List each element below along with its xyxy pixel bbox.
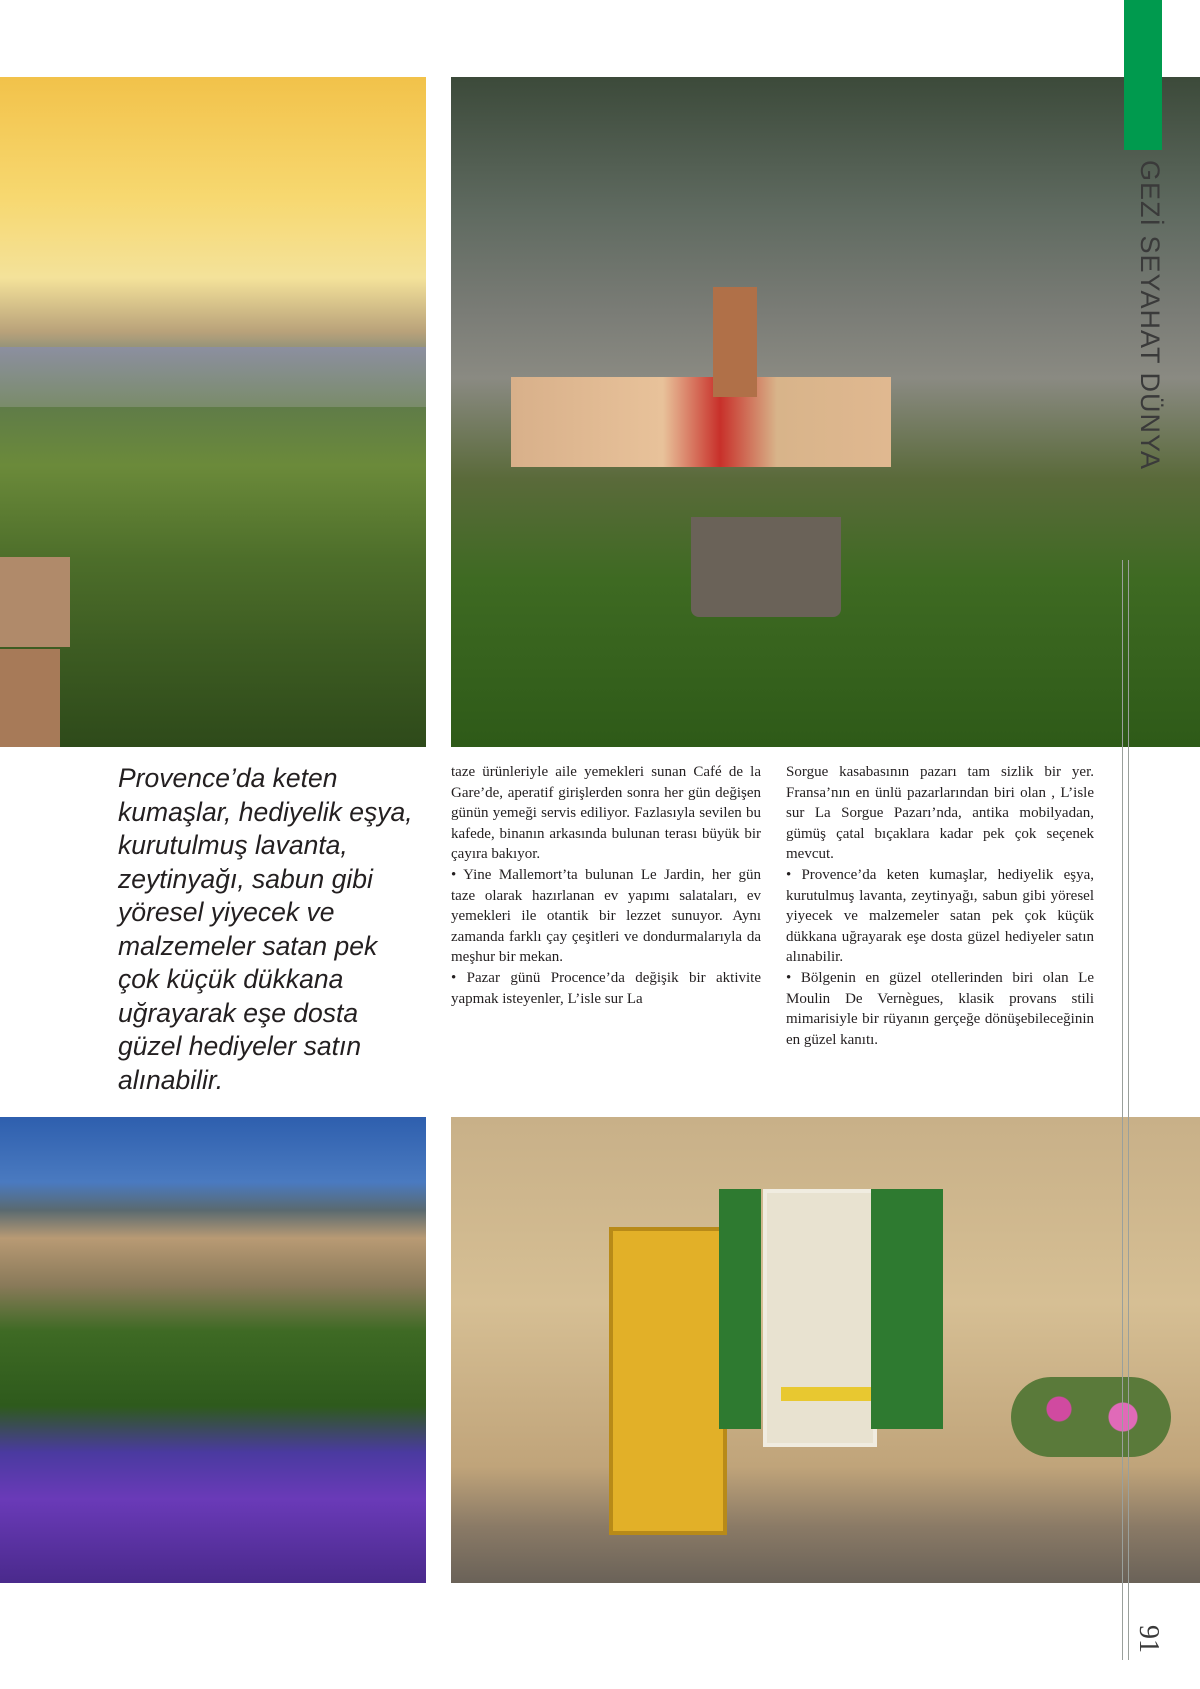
body-column-2 [786, 762, 1094, 1050]
photo-cliff-village [451, 77, 1200, 747]
photo-provence-valley-sunset [0, 77, 426, 747]
photo-stone-house [0, 649, 60, 747]
sidebar-rule [1122, 560, 1123, 1660]
photo-stone-house [0, 557, 70, 647]
photo-village-houses [511, 377, 891, 467]
brand-logo: BOSS [1128, 38, 1165, 129]
photo-lavender-field-village [0, 1117, 426, 1583]
photo-stone-bridge [691, 517, 841, 617]
photo-yellow-door [609, 1227, 727, 1535]
photo-green-shutter [719, 1189, 761, 1429]
photo-yellow-table [781, 1387, 871, 1401]
pull-quote: Provence’da keten kumaşlar, hediyelik eşya, kurutulmuş lavanta, zeytinyağı, sabun gibi yöresel yiyecek ve malzemeler satan pek çok küçük dükkana uğrayarak eşe dosta güzel hediyeler satın alınabilir. [118, 763, 413, 1095]
body-column-1 [451, 762, 761, 1009]
paragraph: • Yine Mallemort’ta bulunan Le Jardin, her gün taze olarak hazırlanan ev yapımı salataları, ev yemekleri ile otantik bir lezzet sunuyor. Aynı zamanda farklı çay çeşitleri ve dondurmalarıyla da meşhur bir mekan. [451, 866, 761, 966]
section-label: GEZİ SEYAHAT DÜNYA [1135, 160, 1165, 471]
paragraph: • Bölgenin en güzel otellerinden biri olan Le Moulin De Vernègues, klasik provans stili mimarisiyle bir rüyanın gerçeğe dönüşebileceğinin en güzel kanıtı. [786, 969, 1094, 1048]
paragraph: taze ürünleriyle aile yemekleri sunan Café de la Gare’de, aperatif girişlerden sonra her gün değişen günün yemeği servis ediliyor. Fazlasıyla sevilen bu kafede, binanın arkasında bulunan terası büyük bir çayıra bakıyor. [451, 764, 761, 863]
page-number: 91 [1133, 1625, 1164, 1653]
paragraph: Sorgue kasabasının pazarı tam sizlik bir yer. Fransa’nın en ünlü pazarlarından biri olan , L’isle sur La Sorgue Pazarı’nda, antika mobilyadan, gümüş çatal bıçaklara kadar pek çok seçenek mevcut. [786, 764, 1094, 863]
photo-green-shutter [871, 1189, 943, 1429]
sidebar-rule [1128, 560, 1129, 1660]
photo-hills [0, 347, 426, 407]
photo-bell-tower [713, 287, 757, 397]
photo-flower-pots [1011, 1377, 1171, 1457]
photo-window [763, 1189, 877, 1447]
paragraph: • Provence’da keten kumaşlar, hediyelik eşya, kurutulmuş lavanta, zeytinyağı, sabun gibi yöresel yiyecek ve malzemeler satan pek çok küçük dükkana uğrayarak eşe dosta güzel hediyeler satın alınabilir. [786, 866, 1094, 966]
paragraph: • Pazar günü Procence’da değişik bir aktivite yapmak isteyenler, L’isle sur La [451, 969, 761, 1007]
photo-yellow-door-facade [451, 1117, 1200, 1583]
